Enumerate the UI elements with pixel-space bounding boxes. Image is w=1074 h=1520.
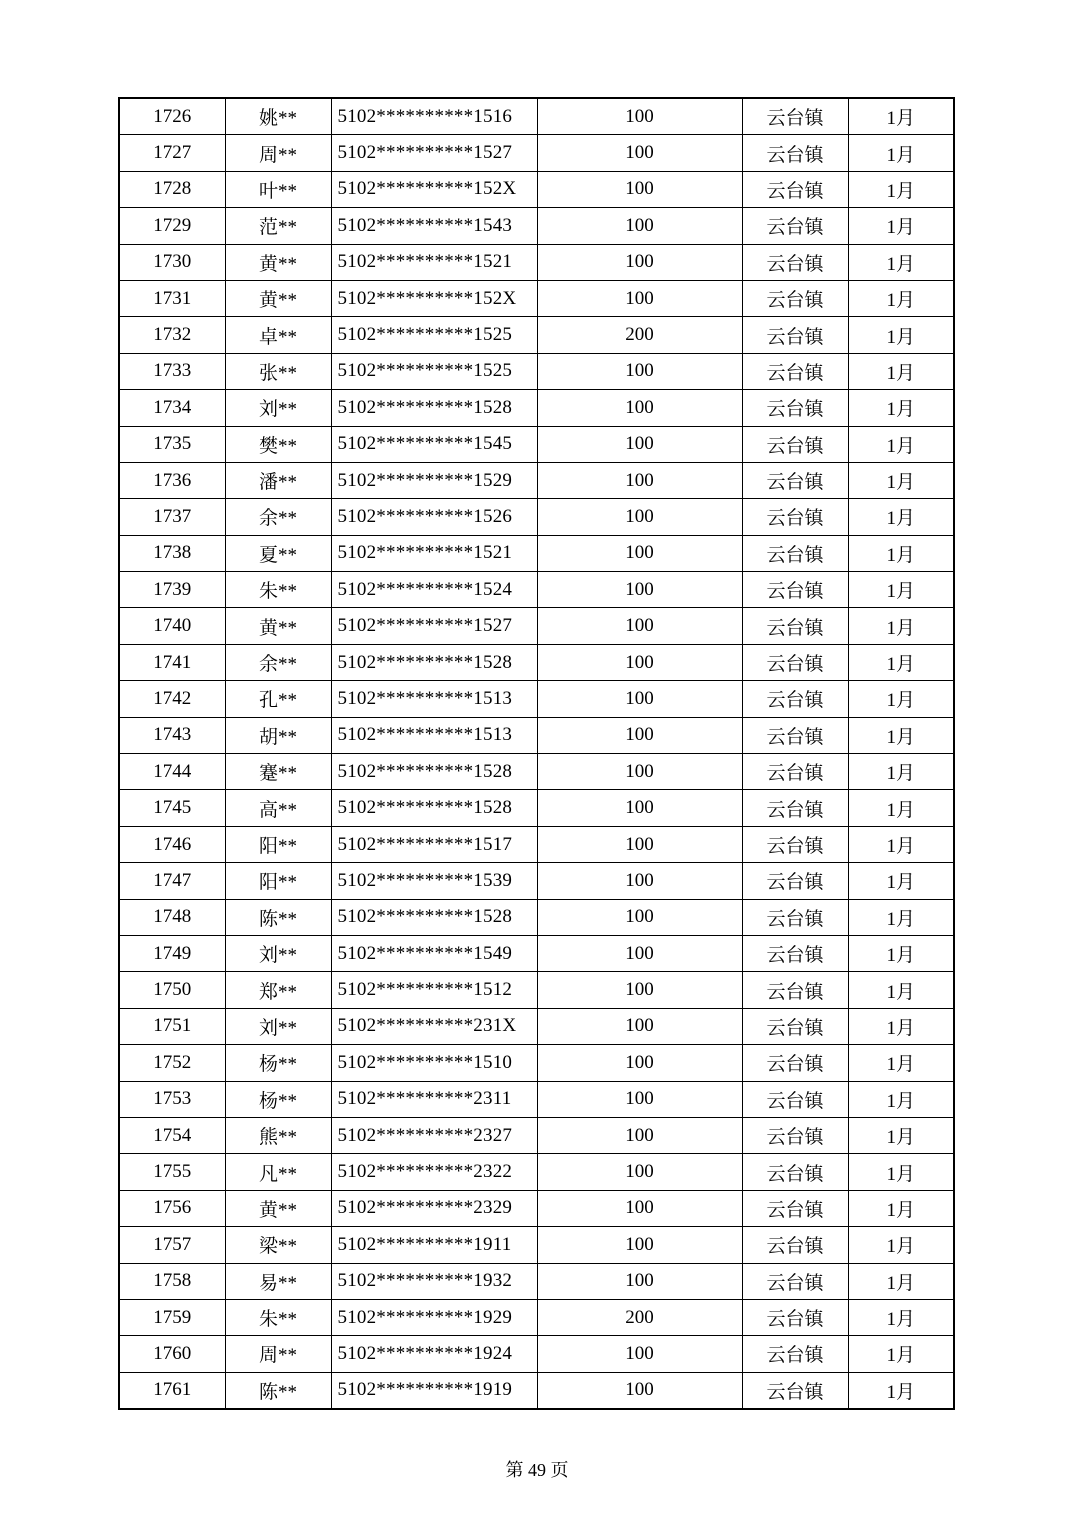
id-number-cell: 5102**********1527: [331, 135, 537, 171]
row-number-cell: 1756: [119, 1190, 225, 1226]
town-cell: 云台镇: [742, 462, 848, 498]
table-row: [119, 462, 954, 498]
town-cell: 云台镇: [742, 608, 848, 644]
month-cell: 1月: [848, 1372, 954, 1409]
id-number-cell: 5102**********1512: [331, 972, 537, 1008]
month-cell: 1月: [848, 1081, 954, 1117]
id-number-cell: 5102**********1911: [331, 1227, 537, 1263]
row-number-cell: 1759: [119, 1299, 225, 1335]
row-number-cell: 1747: [119, 863, 225, 899]
table-row: [119, 499, 954, 535]
month-cell: 1月: [848, 390, 954, 426]
amount-cell: 100: [537, 644, 742, 680]
table-row: [119, 790, 954, 826]
month-cell: 1月: [848, 317, 954, 353]
id-number-cell: 5102**********1526: [331, 499, 537, 535]
person-name-cell: 杨**: [225, 1081, 331, 1117]
amount-cell: 100: [537, 1081, 742, 1117]
id-number-cell: 5102**********1510: [331, 1045, 537, 1081]
page-number: 第 49 页: [505, 1460, 569, 1480]
table-row: [119, 390, 954, 426]
amount-cell: 100: [537, 899, 742, 935]
row-number-cell: 1748: [119, 899, 225, 935]
table-row: [119, 608, 954, 644]
month-cell: 1月: [848, 1045, 954, 1081]
month-cell: 1月: [848, 572, 954, 608]
month-cell: 1月: [848, 208, 954, 244]
row-number-cell: 1727: [119, 135, 225, 171]
person-name-cell: 潘**: [225, 462, 331, 498]
amount-cell: 100: [537, 1263, 742, 1299]
month-cell: 1月: [848, 899, 954, 935]
id-number-cell: 5102**********1528: [331, 790, 537, 826]
month-cell: 1月: [848, 499, 954, 535]
id-number-cell: 5102**********1521: [331, 244, 537, 280]
table-row: [119, 754, 954, 790]
row-number-cell: 1737: [119, 499, 225, 535]
row-number-cell: 1757: [119, 1227, 225, 1263]
table-row: [119, 899, 954, 935]
town-cell: 云台镇: [742, 826, 848, 862]
person-name-cell: 余**: [225, 499, 331, 535]
id-number-cell: 5102**********1549: [331, 935, 537, 971]
person-name-cell: 梁**: [225, 1227, 331, 1263]
town-cell: 云台镇: [742, 1372, 848, 1409]
table-row: [119, 1263, 954, 1299]
row-number-cell: 1754: [119, 1117, 225, 1153]
id-number-cell: 5102**********1513: [331, 717, 537, 753]
amount-cell: 100: [537, 681, 742, 717]
month-cell: 1月: [848, 717, 954, 753]
row-number-cell: 1738: [119, 535, 225, 571]
table-row: [119, 280, 954, 316]
person-name-cell: 孔**: [225, 681, 331, 717]
town-cell: 云台镇: [742, 171, 848, 207]
month-cell: 1月: [848, 353, 954, 389]
row-number-cell: 1758: [119, 1263, 225, 1299]
town-cell: 云台镇: [742, 572, 848, 608]
person-name-cell: 张**: [225, 353, 331, 389]
table-row: [119, 98, 954, 135]
town-cell: 云台镇: [742, 754, 848, 790]
town-cell: 云台镇: [742, 899, 848, 935]
id-number-cell: 5102**********1521: [331, 535, 537, 571]
id-number-cell: 5102**********1539: [331, 863, 537, 899]
table-row: [119, 717, 954, 753]
month-cell: 1月: [848, 1154, 954, 1190]
person-name-cell: 刘**: [225, 390, 331, 426]
table-row: [119, 1045, 954, 1081]
amount-cell: 100: [537, 608, 742, 644]
amount-cell: 100: [537, 863, 742, 899]
id-number-cell: 5102**********152X: [331, 280, 537, 316]
person-name-cell: 范**: [225, 208, 331, 244]
row-number-cell: 1743: [119, 717, 225, 753]
table-row: [119, 171, 954, 207]
person-name-cell: 郑**: [225, 972, 331, 1008]
table-row: [119, 1117, 954, 1153]
id-number-cell: 5102**********1528: [331, 899, 537, 935]
person-name-cell: 阳**: [225, 826, 331, 862]
amount-cell: 100: [537, 353, 742, 389]
month-cell: 1月: [848, 1263, 954, 1299]
id-number-cell: 5102**********1525: [331, 317, 537, 353]
amount-cell: 100: [537, 1154, 742, 1190]
table-row: [119, 317, 954, 353]
town-cell: 云台镇: [742, 535, 848, 571]
row-number-cell: 1734: [119, 390, 225, 426]
town-cell: 云台镇: [742, 1117, 848, 1153]
id-number-cell: 5102**********231X: [331, 1008, 537, 1044]
month-cell: 1月: [848, 972, 954, 1008]
amount-cell: 100: [537, 790, 742, 826]
person-name-cell: 叶**: [225, 171, 331, 207]
town-cell: 云台镇: [742, 280, 848, 316]
person-name-cell: 蹇**: [225, 754, 331, 790]
town-cell: 云台镇: [742, 790, 848, 826]
town-cell: 云台镇: [742, 135, 848, 171]
person-name-cell: 夏**: [225, 535, 331, 571]
row-number-cell: 1729: [119, 208, 225, 244]
amount-cell: 100: [537, 462, 742, 498]
person-name-cell: 熊**: [225, 1117, 331, 1153]
row-number-cell: 1752: [119, 1045, 225, 1081]
row-number-cell: 1755: [119, 1154, 225, 1190]
id-number-cell: 5102**********1545: [331, 426, 537, 462]
id-number-cell: 5102**********1924: [331, 1336, 537, 1372]
person-name-cell: 陈**: [225, 899, 331, 935]
person-name-cell: 易**: [225, 1263, 331, 1299]
person-name-cell: 周**: [225, 135, 331, 171]
row-number-cell: 1732: [119, 317, 225, 353]
table-row: [119, 1372, 954, 1409]
table-row: [119, 572, 954, 608]
id-number-cell: 5102**********1543: [331, 208, 537, 244]
table-row: [119, 426, 954, 462]
month-cell: 1月: [848, 244, 954, 280]
person-name-cell: 姚**: [225, 98, 331, 135]
amount-cell: 100: [537, 135, 742, 171]
amount-cell: 100: [537, 572, 742, 608]
month-cell: 1月: [848, 1227, 954, 1263]
month-cell: 1月: [848, 135, 954, 171]
id-number-cell: 5102**********2327: [331, 1117, 537, 1153]
table-row: [119, 1154, 954, 1190]
month-cell: 1月: [848, 1008, 954, 1044]
amount-cell: 100: [537, 1190, 742, 1226]
person-name-cell: 杨**: [225, 1045, 331, 1081]
town-cell: 云台镇: [742, 681, 848, 717]
amount-cell: 100: [537, 535, 742, 571]
person-name-cell: 刘**: [225, 935, 331, 971]
table-row: [119, 244, 954, 280]
row-number-cell: 1735: [119, 426, 225, 462]
month-cell: 1月: [848, 171, 954, 207]
person-name-cell: 卓**: [225, 317, 331, 353]
person-name-cell: 胡**: [225, 717, 331, 753]
town-cell: 云台镇: [742, 390, 848, 426]
row-number-cell: 1740: [119, 608, 225, 644]
id-number-cell: 5102**********1528: [331, 390, 537, 426]
id-number-cell: 5102**********2322: [331, 1154, 537, 1190]
row-number-cell: 1753: [119, 1081, 225, 1117]
table-row: [119, 1336, 954, 1372]
table-row: [119, 1299, 954, 1335]
row-number-cell: 1749: [119, 935, 225, 971]
month-cell: 1月: [848, 426, 954, 462]
id-number-cell: 5102**********2329: [331, 1190, 537, 1226]
month-cell: 1月: [848, 754, 954, 790]
month-cell: 1月: [848, 608, 954, 644]
town-cell: 云台镇: [742, 317, 848, 353]
person-name-cell: 陈**: [225, 1372, 331, 1409]
row-number-cell: 1741: [119, 644, 225, 680]
amount-cell: 100: [537, 1227, 742, 1263]
amount-cell: 100: [537, 1117, 742, 1153]
town-cell: 云台镇: [742, 1008, 848, 1044]
town-cell: 云台镇: [742, 426, 848, 462]
amount-cell: 100: [537, 1008, 742, 1044]
person-name-cell: 阳**: [225, 863, 331, 899]
month-cell: 1月: [848, 1190, 954, 1226]
id-number-cell: 5102**********1529: [331, 462, 537, 498]
amount-cell: 100: [537, 208, 742, 244]
town-cell: 云台镇: [742, 1227, 848, 1263]
table-row: [119, 1190, 954, 1226]
id-number-cell: 5102**********152X: [331, 171, 537, 207]
amount-cell: 100: [537, 171, 742, 207]
town-cell: 云台镇: [742, 1081, 848, 1117]
id-number-cell: 5102**********1527: [331, 608, 537, 644]
person-name-cell: 黄**: [225, 608, 331, 644]
id-number-cell: 5102**********1525: [331, 353, 537, 389]
month-cell: 1月: [848, 644, 954, 680]
id-number-cell: 5102**********1929: [331, 1299, 537, 1335]
id-number-cell: 5102**********1919: [331, 1372, 537, 1409]
town-cell: 云台镇: [742, 1045, 848, 1081]
month-cell: 1月: [848, 1117, 954, 1153]
table-row: [119, 208, 954, 244]
row-number-cell: 1751: [119, 1008, 225, 1044]
person-name-cell: 余**: [225, 644, 331, 680]
id-number-cell: 5102**********1524: [331, 572, 537, 608]
id-number-cell: 5102**********1932: [331, 1263, 537, 1299]
table-row: [119, 826, 954, 862]
table-row: [119, 1227, 954, 1263]
month-cell: 1月: [848, 935, 954, 971]
amount-cell: 100: [537, 935, 742, 971]
month-cell: 1月: [848, 1336, 954, 1372]
amount-cell: 200: [537, 317, 742, 353]
town-cell: 云台镇: [742, 1154, 848, 1190]
row-number-cell: 1745: [119, 790, 225, 826]
town-cell: 云台镇: [742, 1263, 848, 1299]
amount-cell: 100: [537, 1336, 742, 1372]
id-number-cell: 5102**********1528: [331, 754, 537, 790]
town-cell: 云台镇: [742, 1299, 848, 1335]
town-cell: 云台镇: [742, 935, 848, 971]
amount-cell: 100: [537, 426, 742, 462]
row-number-cell: 1736: [119, 462, 225, 498]
amount-cell: 100: [537, 1045, 742, 1081]
town-cell: 云台镇: [742, 208, 848, 244]
person-name-cell: 朱**: [225, 572, 331, 608]
amount-cell: 100: [537, 754, 742, 790]
amount-cell: 100: [537, 717, 742, 753]
row-number-cell: 1728: [119, 171, 225, 207]
table-row: [119, 1008, 954, 1044]
person-name-cell: 黄**: [225, 1190, 331, 1226]
row-number-cell: 1742: [119, 681, 225, 717]
row-number-cell: 1761: [119, 1372, 225, 1409]
data-table: [118, 97, 955, 1410]
amount-cell: 100: [537, 390, 742, 426]
town-cell: 云台镇: [742, 717, 848, 753]
row-number-cell: 1744: [119, 754, 225, 790]
month-cell: 1月: [848, 863, 954, 899]
row-number-cell: 1750: [119, 972, 225, 1008]
amount-cell: 100: [537, 280, 742, 316]
row-number-cell: 1746: [119, 826, 225, 862]
amount-cell: 100: [537, 244, 742, 280]
town-cell: 云台镇: [742, 499, 848, 535]
id-number-cell: 5102**********2311: [331, 1081, 537, 1117]
town-cell: 云台镇: [742, 353, 848, 389]
table-row: [119, 135, 954, 171]
person-name-cell: 周**: [225, 1336, 331, 1372]
month-cell: 1月: [848, 535, 954, 571]
person-name-cell: 高**: [225, 790, 331, 826]
id-number-cell: 5102**********1517: [331, 826, 537, 862]
table-row: [119, 1081, 954, 1117]
amount-cell: 100: [537, 972, 742, 1008]
amount-cell: 100: [537, 98, 742, 135]
amount-cell: 100: [537, 499, 742, 535]
table-row: [119, 535, 954, 571]
row-number-cell: 1726: [119, 98, 225, 135]
amount-cell: 100: [537, 826, 742, 862]
town-cell: 云台镇: [742, 98, 848, 135]
person-name-cell: 凡**: [225, 1154, 331, 1190]
table-row: [119, 972, 954, 1008]
month-cell: 1月: [848, 98, 954, 135]
table-row: [119, 863, 954, 899]
month-cell: 1月: [848, 1299, 954, 1335]
month-cell: 1月: [848, 280, 954, 316]
month-cell: 1月: [848, 826, 954, 862]
table-row: [119, 644, 954, 680]
town-cell: 云台镇: [742, 644, 848, 680]
person-name-cell: 黄**: [225, 280, 331, 316]
row-number-cell: 1760: [119, 1336, 225, 1372]
town-cell: 云台镇: [742, 1190, 848, 1226]
row-number-cell: 1730: [119, 244, 225, 280]
person-name-cell: 朱**: [225, 1299, 331, 1335]
table-row: [119, 935, 954, 971]
person-name-cell: 刘**: [225, 1008, 331, 1044]
month-cell: 1月: [848, 462, 954, 498]
row-number-cell: 1739: [119, 572, 225, 608]
row-number-cell: 1731: [119, 280, 225, 316]
amount-cell: 200: [537, 1299, 742, 1335]
id-number-cell: 5102**********1513: [331, 681, 537, 717]
person-name-cell: 黄**: [225, 244, 331, 280]
town-cell: 云台镇: [742, 863, 848, 899]
month-cell: 1月: [848, 790, 954, 826]
town-cell: 云台镇: [742, 244, 848, 280]
id-number-cell: 5102**********1516: [331, 98, 537, 135]
amount-cell: 100: [537, 1372, 742, 1409]
row-number-cell: 1733: [119, 353, 225, 389]
person-name-cell: 樊**: [225, 426, 331, 462]
table-row: [119, 353, 954, 389]
table-row: [119, 681, 954, 717]
town-cell: 云台镇: [742, 1336, 848, 1372]
month-cell: 1月: [848, 681, 954, 717]
town-cell: 云台镇: [742, 972, 848, 1008]
table-body: [119, 98, 954, 1409]
id-number-cell: 5102**********1528: [331, 644, 537, 680]
